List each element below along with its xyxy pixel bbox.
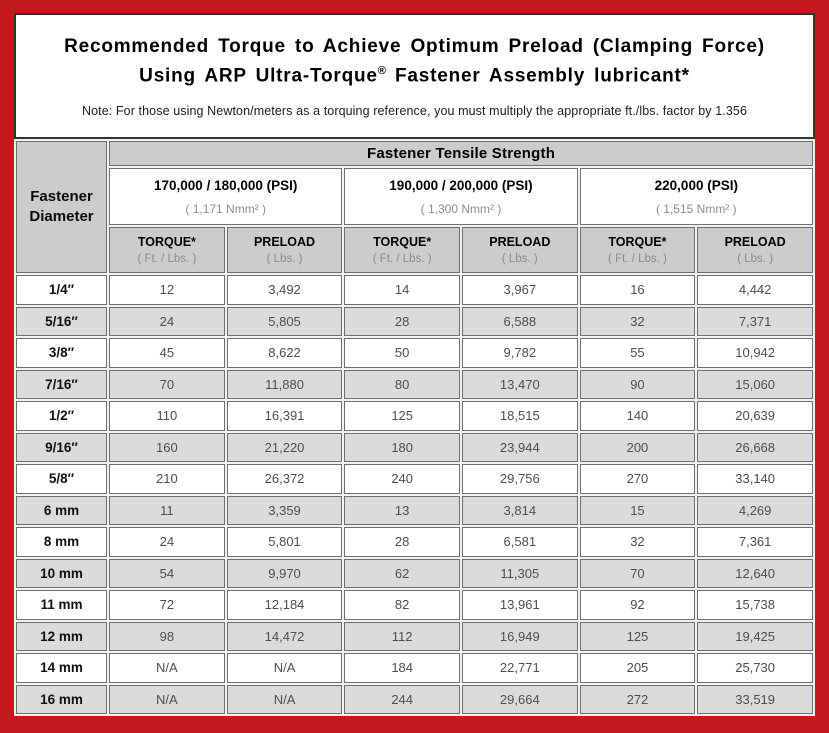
torque-value-cell: 55 xyxy=(580,338,696,368)
diameter-cell: 12 mm xyxy=(16,622,107,652)
torque-value-cell: 184 xyxy=(344,653,460,683)
psi-group-190-200 xyxy=(344,168,577,225)
torque-value-cell: 28 xyxy=(344,307,460,337)
diameter-cell: 1/2″ xyxy=(16,401,107,431)
preload-value-cell: 16,391 xyxy=(227,401,343,431)
preload-value-cell: 26,372 xyxy=(227,464,343,494)
diameter-cell: 6 mm xyxy=(16,496,107,526)
torque-value-cell: 54 xyxy=(109,559,225,589)
psi-group-170-180 xyxy=(109,168,342,225)
nmm-label: ( 1,300 Nmm² ) xyxy=(420,201,502,216)
preload-value-cell: 18,515 xyxy=(462,401,578,431)
torque-value-cell: 12 xyxy=(109,275,225,305)
preload-value-cell: 21,220 xyxy=(227,433,343,463)
torque-value-cell: 72 xyxy=(109,590,225,620)
diameter-cell: 3/8″ xyxy=(16,338,107,368)
preload-value-cell: 14,472 xyxy=(227,622,343,652)
preload-value-cell: 3,967 xyxy=(462,275,578,305)
preload-value-cell: 23,944 xyxy=(462,433,578,463)
torque-value-cell: 70 xyxy=(580,559,696,589)
preload-label: PRELOAD xyxy=(253,235,316,249)
torque-value-cell: 32 xyxy=(580,527,696,557)
torque-value-cell: 16 xyxy=(580,275,696,305)
torque-value-cell: 32 xyxy=(580,307,696,337)
nmm-label: ( 1,171 Nmm² ) xyxy=(185,201,267,216)
table-row xyxy=(16,433,813,463)
torque-label: TORQUE* xyxy=(137,235,196,249)
psi-group-header-row xyxy=(16,168,813,225)
torque-value-cell: 13 xyxy=(344,496,460,526)
preload-value-cell: N/A xyxy=(227,685,343,715)
preload-column-header xyxy=(462,227,578,273)
torque-value-cell: 14 xyxy=(344,275,460,305)
psi-label: 190,000 / 200,000 (PSI) xyxy=(389,177,533,193)
table-row xyxy=(16,370,813,400)
preload-unit: ( Lbs. ) xyxy=(266,253,303,265)
torque-column-header xyxy=(580,227,696,273)
preload-value-cell: 10,942 xyxy=(697,338,813,368)
preload-value-cell: 12,640 xyxy=(697,559,813,589)
preload-value-cell: 5,805 xyxy=(227,307,343,337)
preload-value-cell: 3,359 xyxy=(227,496,343,526)
torque-value-cell: N/A xyxy=(109,653,225,683)
page-title-line1: Recommended Torque to Achieve Optimum Preload (Clamping Force) xyxy=(64,36,765,57)
preload-value-cell: 13,961 xyxy=(462,590,578,620)
preload-label: PRELOAD xyxy=(489,235,551,249)
torque-value-cell: 112 xyxy=(344,622,460,652)
fastener-diameter-header-line2: Diameter xyxy=(29,208,94,225)
preload-value-cell: 6,581 xyxy=(462,527,578,557)
torque-value-cell: 98 xyxy=(109,622,225,652)
table-row xyxy=(16,622,813,652)
preload-value-cell: 8,622 xyxy=(227,338,343,368)
registered-trademark-symbol: ® xyxy=(377,64,386,77)
preload-value-cell: 9,782 xyxy=(462,338,578,368)
preload-value-cell: 19,425 xyxy=(697,622,813,652)
diameter-cell: 9/16″ xyxy=(16,433,107,463)
torque-table-wrap xyxy=(14,139,815,716)
table-row xyxy=(16,464,813,494)
diameter-cell: 1/4″ xyxy=(16,275,107,305)
page-title-line2 xyxy=(16,65,813,87)
torque-value-cell: 272 xyxy=(580,685,696,715)
preload-value-cell: 15,738 xyxy=(697,590,813,620)
torque-value-cell: 205 xyxy=(580,653,696,683)
torque-column-header xyxy=(344,227,460,273)
torque-value-cell: 45 xyxy=(109,338,225,368)
table-row xyxy=(16,307,813,337)
preload-unit: ( Lbs. ) xyxy=(501,253,538,265)
tensile-strength-header-row xyxy=(16,141,813,166)
diameter-cell: 14 mm xyxy=(16,653,107,683)
torque-table xyxy=(14,139,815,716)
torque-value-cell: 11 xyxy=(109,496,225,526)
preload-value-cell: 22,771 xyxy=(462,653,578,683)
torque-value-cell: 15 xyxy=(580,496,696,526)
preload-column-header xyxy=(697,227,813,273)
conversion-note: Note: For those using Newton/meters as a torquing reference, you must multiply the appropriate ft./lbs. factor by 1.356 xyxy=(81,104,747,119)
preload-value-cell: 4,442 xyxy=(697,275,813,305)
preload-column-header xyxy=(227,227,343,273)
table-row xyxy=(16,496,813,526)
preload-value-cell: 11,880 xyxy=(227,370,343,400)
table-row xyxy=(16,653,813,683)
torque-value-cell: 80 xyxy=(344,370,460,400)
torque-value-cell: 110 xyxy=(109,401,225,431)
preload-value-cell: 13,470 xyxy=(462,370,578,400)
diameter-cell: 5/8″ xyxy=(16,464,107,494)
psi-label: 220,000 (PSI) xyxy=(654,177,738,193)
preload-value-cell: N/A xyxy=(227,653,343,683)
torque-value-cell: 180 xyxy=(344,433,460,463)
torque-label: TORQUE* xyxy=(608,235,667,249)
preload-value-cell: 33,519 xyxy=(697,685,813,715)
preload-value-cell: 11,305 xyxy=(462,559,578,589)
psi-label: 170,000 / 180,000 (PSI) xyxy=(154,177,298,193)
diameter-cell: 10 mm xyxy=(16,559,107,589)
torque-label: TORQUE* xyxy=(373,235,432,249)
preload-value-cell: 26,668 xyxy=(697,433,813,463)
torque-value-cell: 240 xyxy=(344,464,460,494)
preload-value-cell: 29,664 xyxy=(462,685,578,715)
title-box xyxy=(14,13,815,139)
preload-value-cell: 3,814 xyxy=(462,496,578,526)
preload-value-cell: 33,140 xyxy=(697,464,813,494)
table-row xyxy=(16,338,813,368)
fastener-diameter-header xyxy=(16,141,107,273)
table-row xyxy=(16,685,813,715)
preload-value-cell: 6,588 xyxy=(462,307,578,337)
preload-value-cell: 7,361 xyxy=(697,527,813,557)
torque-value-cell: 200 xyxy=(580,433,696,463)
diameter-cell: 5/16″ xyxy=(16,307,107,337)
torque-value-cell: 24 xyxy=(109,307,225,337)
torque-column-header xyxy=(109,227,225,273)
torque-value-cell: 90 xyxy=(580,370,696,400)
diameter-cell: 11 mm xyxy=(16,590,107,620)
torque-value-cell: 244 xyxy=(344,685,460,715)
torque-unit: ( Ft. / Lbs. ) xyxy=(372,253,432,265)
preload-label: PRELOAD xyxy=(724,235,786,249)
preload-value-cell: 20,639 xyxy=(697,401,813,431)
title-line2-pre: Using ARP Ultra-Torque xyxy=(139,65,378,87)
torque-value-cell: 210 xyxy=(109,464,225,494)
torque-value-cell: 140 xyxy=(580,401,696,431)
torque-value-cell: 28 xyxy=(344,527,460,557)
torque-value-cell: 70 xyxy=(109,370,225,400)
preload-value-cell: 5,801 xyxy=(227,527,343,557)
torque-value-cell: 125 xyxy=(344,401,460,431)
torque-value-cell: 82 xyxy=(344,590,460,620)
torque-value-cell: 92 xyxy=(580,590,696,620)
torque-value-cell: 62 xyxy=(344,559,460,589)
psi-group-220 xyxy=(580,168,813,225)
torque-value-cell: 125 xyxy=(580,622,696,652)
tensile-strength-header: Fastener Tensile Strength xyxy=(109,141,813,166)
preload-value-cell: 7,371 xyxy=(697,307,813,337)
torque-value-cell: N/A xyxy=(109,685,225,715)
diameter-cell: 16 mm xyxy=(16,685,107,715)
torque-unit: ( Ft. / Lbs. ) xyxy=(608,253,667,265)
diameter-cell: 7/16″ xyxy=(16,370,107,400)
title-line2-post: Fastener Assembly lubricant* xyxy=(385,65,690,87)
table-row xyxy=(16,401,813,431)
table-row xyxy=(16,275,813,305)
preload-value-cell: 9,970 xyxy=(227,559,343,589)
torque-unit: ( Ft. / Lbs. ) xyxy=(137,253,197,265)
table-row xyxy=(16,527,813,557)
preload-unit: ( Lbs. ) xyxy=(737,253,774,265)
fastener-diameter-header-line1: Fastener xyxy=(30,187,93,205)
torque-value-cell: 160 xyxy=(109,433,225,463)
preload-value-cell: 3,492 xyxy=(227,275,343,305)
preload-value-cell: 12,184 xyxy=(227,590,343,620)
torque-value-cell: 270 xyxy=(580,464,696,494)
preload-value-cell: 15,060 xyxy=(697,370,813,400)
torque-value-cell: 24 xyxy=(109,527,225,557)
preload-value-cell: 25,730 xyxy=(697,653,813,683)
nmm-label: ( 1,515 Nmm² ) xyxy=(655,201,737,216)
preload-value-cell: 29,756 xyxy=(462,464,578,494)
table-row xyxy=(16,590,813,620)
torque-value-cell: 50 xyxy=(344,338,460,368)
diameter-cell: 8 mm xyxy=(16,527,107,557)
preload-value-cell: 4,269 xyxy=(697,496,813,526)
table-row xyxy=(16,559,813,589)
preload-value-cell: 16,949 xyxy=(462,622,578,652)
torque-preload-header-row xyxy=(16,227,813,273)
